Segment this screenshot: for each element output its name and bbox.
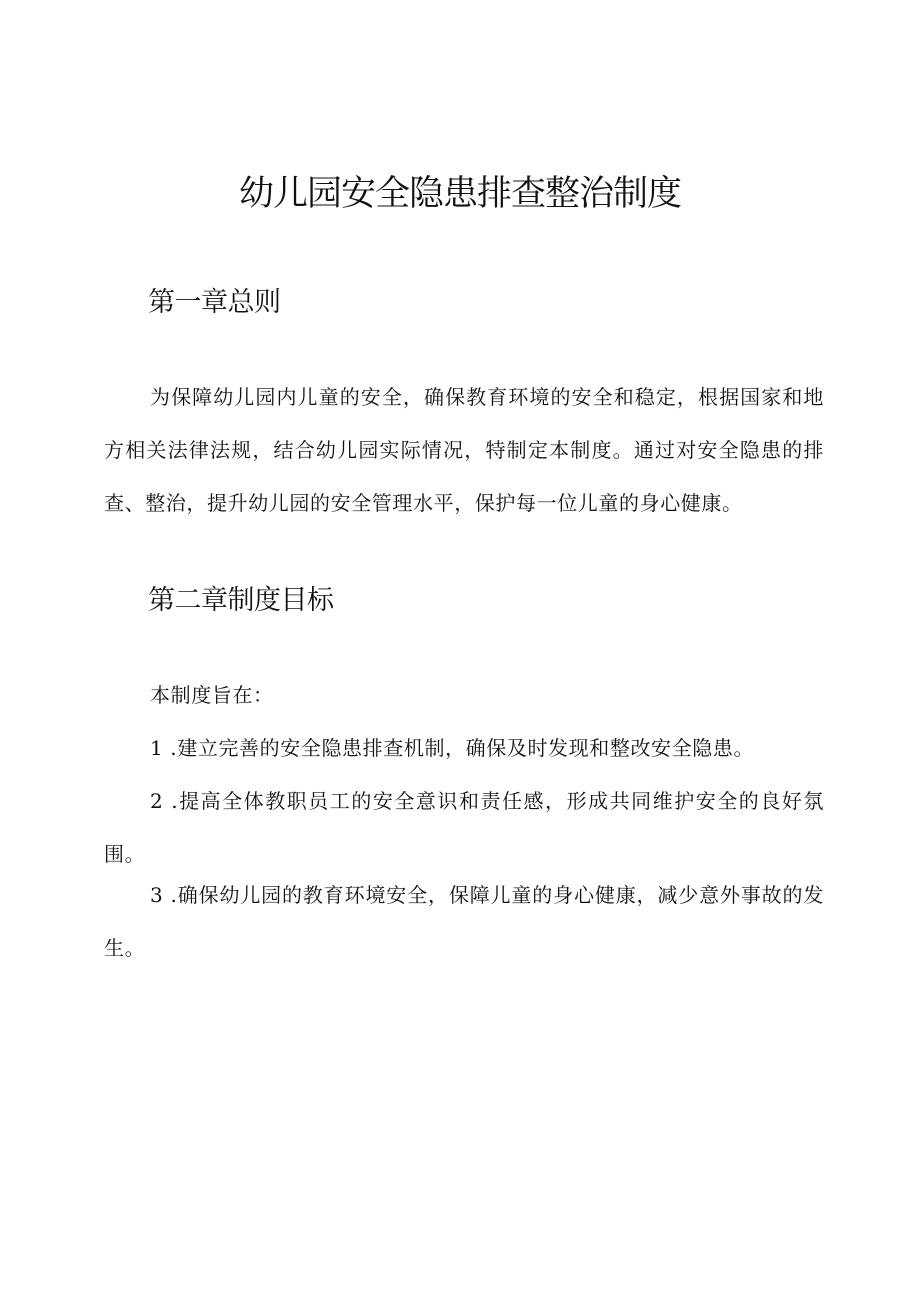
document-title: 幼儿园安全隐患排查整治制度: [238, 174, 681, 214]
chapter-2-heading: 第二章制度目标: [148, 585, 334, 616]
chapter-1-paragraph: 为保障幼儿园内儿童的安全，确保教育环境的安全和稳定，根据国家和地方相关法律法规，结合幼儿园实际情况，特制定本制度。通过对安全隐患的排查、整治，提升幼儿园的安全管理水平，保护每一位儿童的身心健康。: [104, 385, 824, 515]
chapter-1-heading: 第一章总则: [148, 287, 281, 318]
goal-item-1: 1 .建立完善的安全隐患排查机制，确保及时发现和整改安全隐患。: [150, 736, 755, 760]
chapter-2-lead: 本制度旨在：: [150, 683, 274, 707]
goal-item-2: 2 .提高全体教职员工的安全意识和责任感，形成共同维护安全的良好氛围。: [104, 789, 824, 866]
goal-item-3: 3 .确保幼儿园的教育环境安全，保障儿童的身心健康，减少意外事故的发生。: [104, 883, 824, 960]
